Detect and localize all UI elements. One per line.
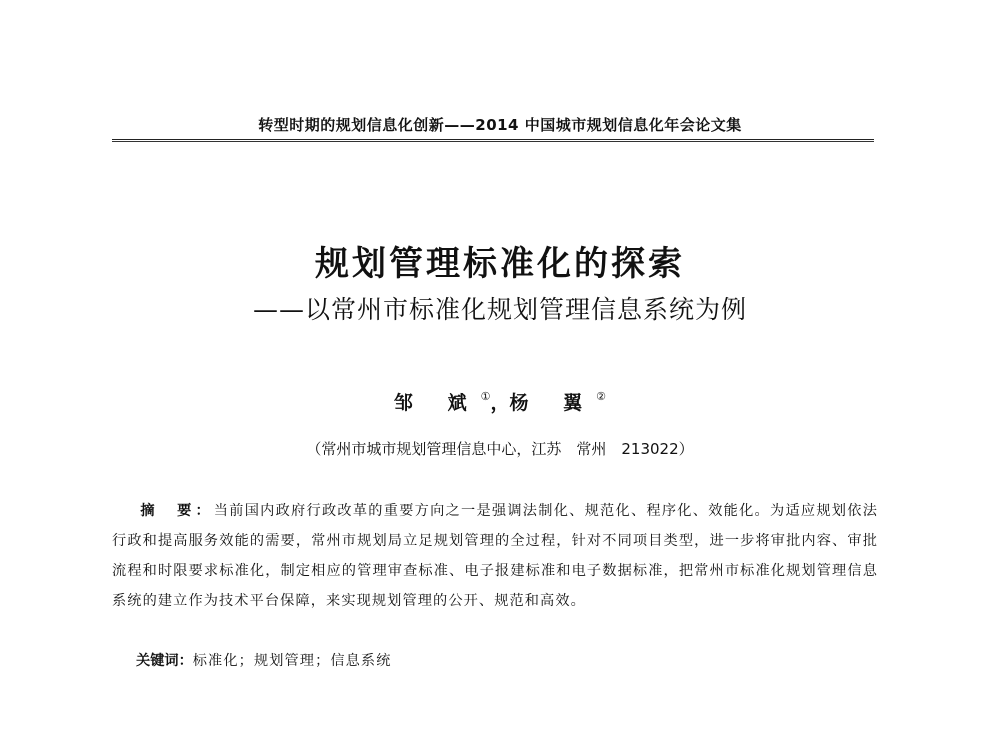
abstract-text: 当前国内政府行政改革的重要方向之一是强调法制化、规范化、程序化、效能化。为适应规划依法行政和提高服务效能的需要，常州市规划局立足规划管理的全过程，针对不同项目类型，进一步将审批内容、审批流程和时限要求标准化，制定相应的管理审查标准、电子报建标准和电子数据标准，把常州市标准化规划管理信息系统的建立作为技术平台保障，来实现规划管理的公开、规范和高效。 [112, 503, 878, 609]
author-separator: ， [490, 392, 510, 414]
abstract-label: 摘 要： [140, 503, 214, 519]
abstract [112, 496, 878, 616]
author-footnote-mark: ② [596, 390, 606, 403]
running-header: 转型时期的规划信息化创新——2014 中国城市规划信息化年会论文集 [258, 116, 742, 134]
affiliation: （常州市城市规划管理信息中心，江苏 常州 213022） [306, 440, 694, 458]
keywords [136, 650, 392, 670]
author-footnote-mark: ① [480, 390, 491, 403]
author-line [0, 388, 1000, 415]
keywords-label: 关键词： [136, 653, 193, 669]
paper-subtitle: ——以常州市标准化规划管理信息系统为例 [252, 295, 747, 324]
author-name: 邹 斌 [393, 392, 481, 414]
keywords-text: 标准化；规划管理；信息系统 [192, 653, 392, 669]
author-name: 杨 翼 [509, 392, 597, 414]
paper-title: 规划管理标准化的探索 [315, 244, 685, 284]
header-rule [112, 139, 874, 140]
header-rule-second [112, 141, 874, 142]
